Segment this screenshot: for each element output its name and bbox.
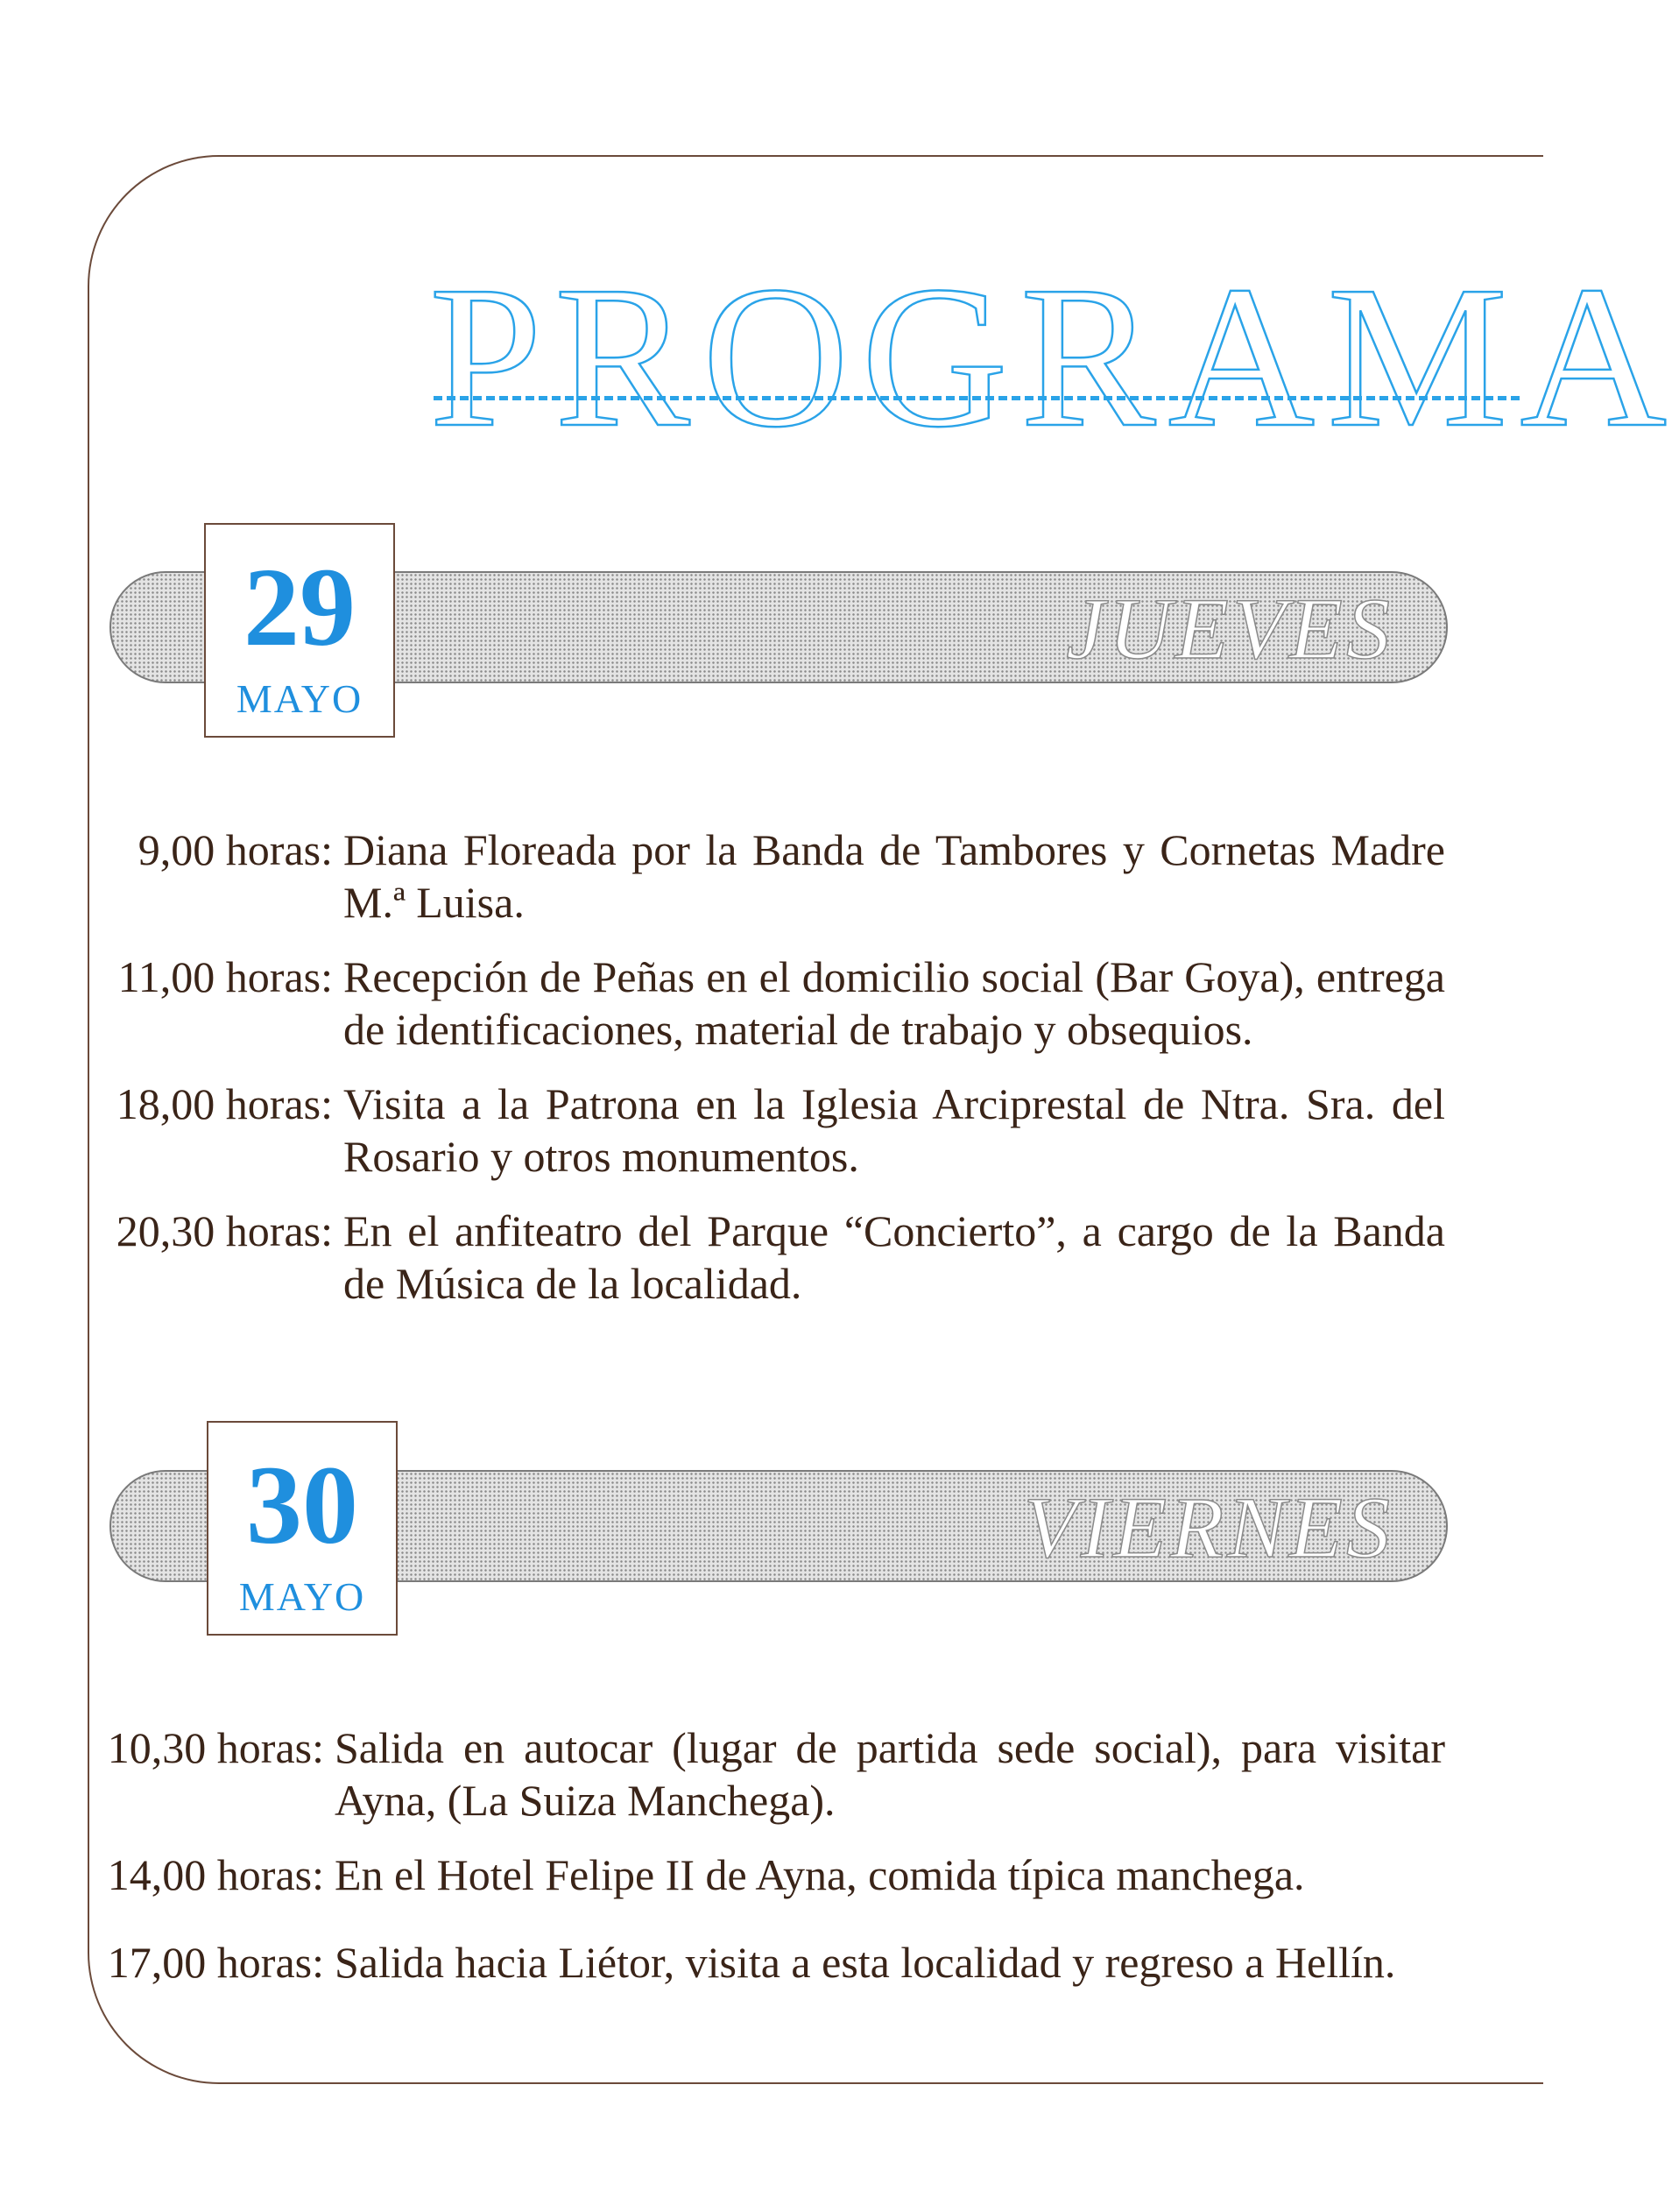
entry-text: En el anfiteatro del Parque “Concierto”, a cargo de la Banda de Música de la localidad. — [343, 1206, 1445, 1308]
entry-time: 17,00 horas: — [107, 1938, 324, 1987]
date-badge-30 — [207, 1421, 398, 1636]
entry-time: 14,00 horas: — [107, 1850, 324, 1899]
date-number: 30 — [246, 1443, 358, 1567]
weekday-label: JUEVES — [1066, 580, 1393, 677]
date-month: MAYO — [238, 1574, 366, 1619]
entry-text: Recepción de Peñas en el domicilio social (Bar Goya), entrega de identificaciones, material de trabajo y obsequios. — [343, 952, 1445, 1054]
weekday-label: VIERNES — [1023, 1479, 1393, 1576]
entry-text: Salida en autocar (lugar de partida sede social), para visitar Ayna, (La Suiza Manchega). — [335, 1723, 1445, 1825]
entry-text: Salida hacia Liétor, visita a esta localidad y regreso a Hellín. — [335, 1938, 1396, 1987]
page-title: PROGRAMA — [429, 244, 1679, 470]
entry-time: 11,00 horas: — [117, 952, 333, 1001]
entry-time: 10,30 horas: — [107, 1723, 324, 1772]
entry-text: Diana Floreada por la Banda de Tambores y Cornetas Madre M.ª Luisa. — [343, 825, 1445, 927]
date-month: MAYO — [236, 676, 363, 721]
entry-text: En el Hotel Felipe II de Ayna, comida típica manchega. — [335, 1850, 1305, 1899]
entry-text: Visita a la Patrona en la Iglesia Arciprestal de Ntra. Sra. del Rosario y otros monumentos. — [343, 1079, 1445, 1181]
date-badge-29 — [204, 523, 395, 738]
title-underline — [434, 396, 1520, 400]
entry-time: 20,30 horas: — [116, 1206, 333, 1255]
entry-time: 18,00 horas: — [116, 1079, 333, 1128]
entry-time: 9,00 horas: — [138, 825, 333, 874]
date-number: 29 — [243, 545, 356, 669]
